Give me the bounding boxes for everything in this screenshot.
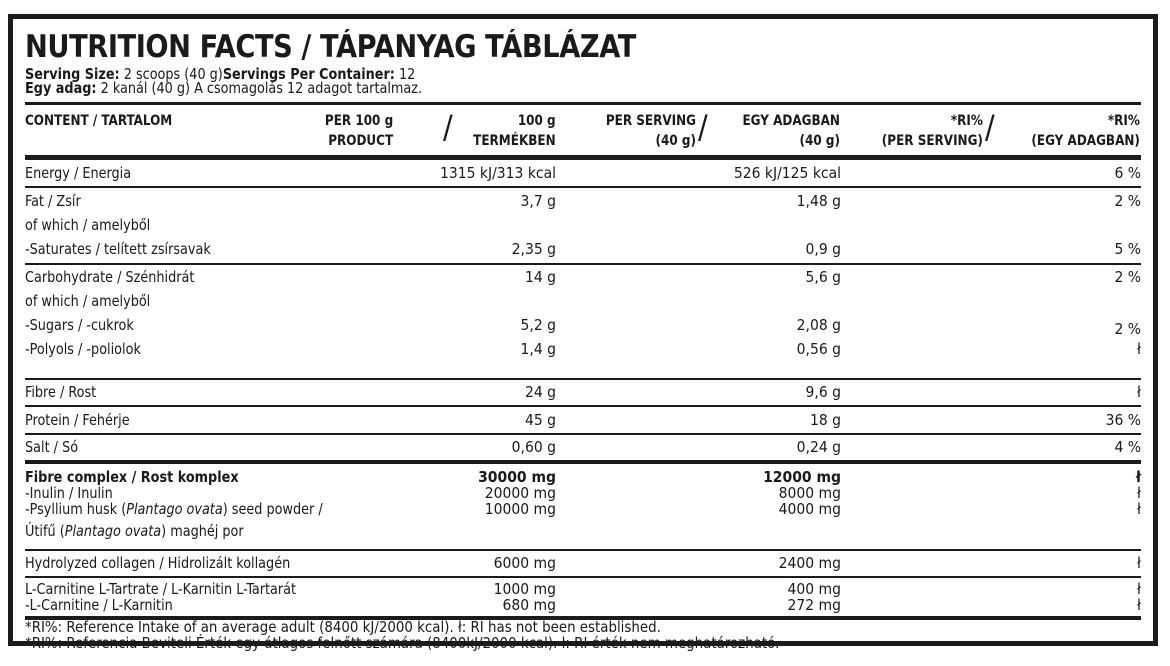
header-content: CONTENT / TARTALOM bbox=[25, 113, 173, 129]
divider-thick bbox=[25, 460, 1141, 464]
footnote-hu: *RI%: Referencia Beviteli Érték egy átlagos felnőtt számára (8400kJ/2000 kcal). ł: RI érték nem meghatározható. bbox=[25, 634, 780, 652]
header-slash: / bbox=[698, 108, 708, 146]
divider bbox=[25, 433, 1141, 435]
header-ri-hu: *RI% (EGY ADAGBAN) bbox=[1031, 113, 1140, 149]
table-row-carnitine-tartrate: L-Carnitine L-Tartrate / L-Karnitin L-Tartarát 1000 mg 400 mg ł bbox=[25, 580, 1141, 598]
table-row-inulin: -Inulin / Inulin 20000 mg 8000 mg ł bbox=[25, 484, 1141, 502]
serving-size-label-hu: Egy adag: bbox=[25, 79, 97, 97]
table-row-carnitine: -L-Carnitine / L-Karnitin 680 mg 272 mg ł bbox=[25, 596, 1141, 614]
header-slash: / bbox=[443, 108, 453, 146]
divider-thick bbox=[25, 102, 1141, 105]
table-row-fibre-complex: Fibre complex / Rost komplex 30000 mg 12000 mg ł bbox=[25, 468, 1141, 486]
footnote-en: *RI%: Reference Intake of an average adult (8400 kJ/2000 kcal). ł: RI has not been established. bbox=[25, 618, 661, 636]
divider bbox=[25, 378, 1141, 380]
header-per100-hu: 100 g TERMÉKBEN bbox=[473, 113, 556, 149]
divider bbox=[25, 405, 1141, 407]
nutrition-label: NUTRITION FACTS / TÁPANYAG TÁBLÁZAT Serving Size: 2 scoops (40 g)Servings Per Container: 12 Egy adag: 2 kanál (40 g) A csomagolás 12 adagot tartalmaz. CONTENT / TARTALOM PER 100 g PRODUCT / 100 g TERMÉKBEN PER SERVING (40 g) / EGY ADAGBAN (40 g) *RI% (PER SERVING) / *RI% (EGY ADAGBAN) Energy / Energia 1315 kJ/313 kcal 526 kJ/125 kcal 6 % Fat / Zsír 3,7 g 1,48 g 2 % of which / amelyből -Saturates / telített zsírsavak 2,35 g 0,9 g 5 % Carbohydrate / Szénhidrát 14 g 5,6 g 2 % of which / amelyből -Sugars / -cukrok 5,2 g 2,08 g 2 % -Polyols / -poliolok 1,4 g 0,56 g ł Fibre / Rost 24 g 9,6 g ł Protein / Fehérje 45 g 18 g 36 % Salt / Só 0,60 g 0,24 g 4 % Fibre complex / Rost komplex 30000 mg 12000 mg ł -Inulin / Inulin 20000 mg 8000 mg ł -Psyllium husk (Plantago ovata) seed powder / 10000 mg 4000 mg ł Útifű (Plantago ovata) maghéj por Hydrolyzed collagen / Hidrolizált kollagén 6000 mg 2400 mg ł L-Carnitine L-Tartrate / L-Karnitin L-Tartarát 1000 mg 400 mg ł -L-Carnitine / L-Karnitin 680 mg 272 mg ł *RI%: Reference Intake of an average adult (8400 kJ/2000 kcal). ł: RI has not been established. *RI%: Referencia Beviteli Érték egy átlagos felnőtt számára (8400kJ/2000 kcal). ł: RI érték nem meghatározható. bbox=[8, 14, 1158, 646]
servings-per-container-value: 12 bbox=[394, 65, 416, 83]
serving-size-line-hu bbox=[25, 81, 422, 95]
divider-thick bbox=[25, 155, 1141, 160]
serving-size-label: Serving Size: bbox=[25, 65, 120, 83]
header-serving-en: PER SERVING (40 g) bbox=[605, 113, 696, 149]
header-ri-en: *RI% (PER SERVING) bbox=[881, 113, 983, 149]
table-row-psyllium: -Psyllium husk (Plantago ovata) seed powder / 10000 mg 4000 mg ł bbox=[25, 500, 1141, 518]
serving-size-value-hu: 2 kanál (40 g) A csomagolás 12 adagot tartalmaz. bbox=[96, 79, 423, 97]
header-slash: / bbox=[985, 108, 995, 146]
table-row-energy: Energy / Energia 1315 kJ/313 kcal 526 kJ/125 kcal 6 % bbox=[25, 164, 1141, 182]
header-per100-en: PER 100 g PRODUCT bbox=[324, 113, 393, 149]
divider bbox=[25, 576, 1141, 578]
page-title: NUTRITION FACTS / TÁPANYAG TÁBLÁZAT bbox=[25, 29, 636, 65]
header-serving-hu: EGY ADAGBAN (40 g) bbox=[742, 113, 840, 149]
servings-per-container-label: Servings Per Container: bbox=[222, 65, 395, 83]
divider bbox=[25, 186, 1141, 188]
serving-size-value: 2 scoops (40 g) bbox=[119, 65, 223, 83]
